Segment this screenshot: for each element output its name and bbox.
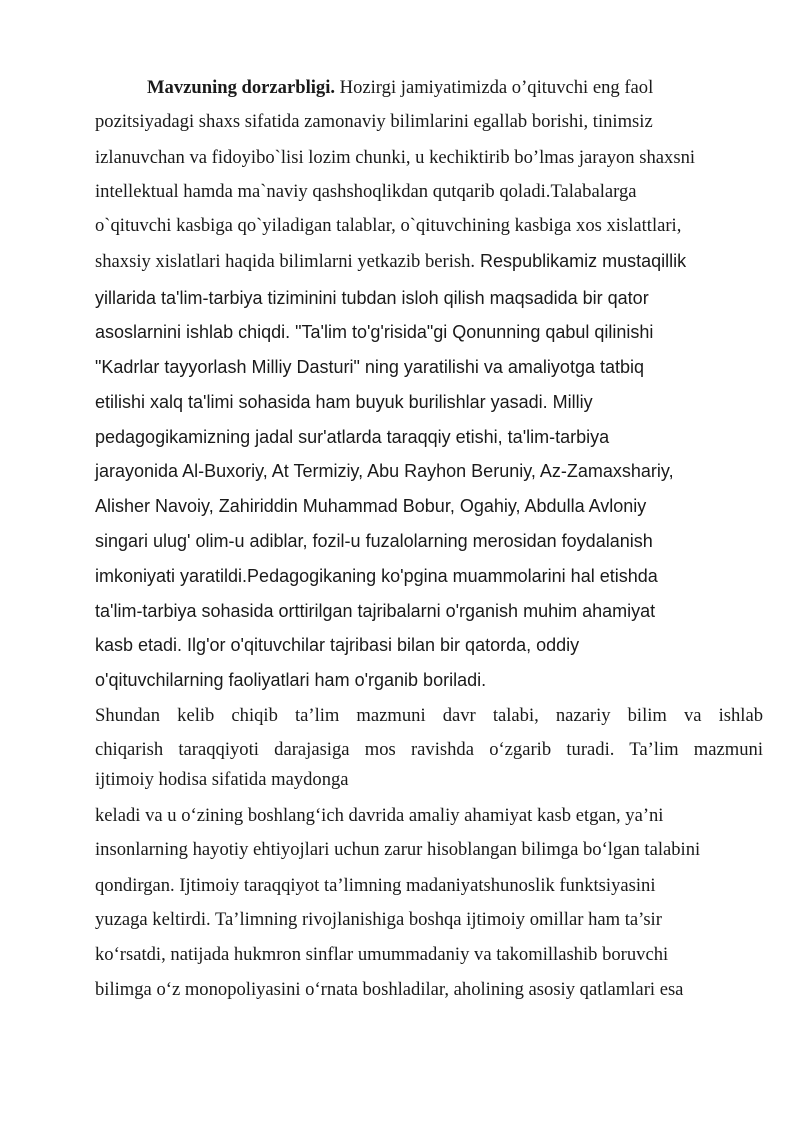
paragraph-line: ijtimoiy hodisa sifatida maydonga — [95, 769, 349, 790]
text-run: Hozirgi jamiyatimizda o’qituvchi eng faol — [335, 77, 654, 98]
paragraph-line: jarayonida Al-Buxoriy, At Termiziy, Abu Rayhon Beruniy, Az-Zamaxshariy, — [95, 461, 674, 481]
paragraph-line: pedagogikamizning jadal sur'atlarda taraqqiy etishi, ta'lim-tarbiya — [95, 427, 610, 447]
paragraph-line: etilishi xalq ta'limi sohasida ham buyuk burilishlar yasadi. Milliy — [95, 392, 593, 412]
paragraph-line: ta'lim-tarbiya sohasida orttirilgan tajribalarni o'rganish muhim ahamiyat — [95, 601, 656, 621]
paragraph-line: insonlarning hayotiy ehtiyojlari uchun zarur hisoblangan bilimga bo‘lgan talabini — [95, 839, 701, 860]
paragraph-line: o'qituvchilarning faoliyatlari ham o'rganib boriladi. — [95, 670, 487, 690]
text-run: shaxsiy xislatlari haqida bilimlarni yetkazib berish. — [95, 251, 476, 272]
paragraph-line: kasb etadi. Ilg'or o'qituvchilar tajribasi bilan bir qatorda, oddiy — [95, 635, 580, 655]
paragraph-line: keladi va u o‘zining boshlang‘ich davrida amaliy ahamiyat kasb etgan, ya’ni — [95, 805, 664, 826]
paragraph-line: intellektual hamda ma`naviy qashshoqlikdan qutqarib qoladi.Talabalarga — [95, 181, 637, 202]
paragraph-line: singari ulug' olim-u adiblar, fozil-u fuzalolarning merosidan foydalanish — [95, 531, 653, 551]
paragraph-line: izlanuvchan va fidoyibo`lisi lozim chunki, u kechiktirib bo’lmas jarayon shaxsni — [95, 147, 696, 168]
paragraph-line — [147, 76, 653, 100]
paragraph-line: o`qituvchi kasbiga qo`yiladigan talablar, o`qituvchining kasbiga xos xislattlari, — [95, 215, 682, 236]
paragraph-line: Shundan kelib chiqib ta’lim mazmuni davr talabi, nazariy bilim va ishlab — [95, 705, 763, 726]
paragraph-line: qondirgan. Ijtimoiy taraqqiyot ta’limning madaniyatshunoslik funktsiyasini — [95, 875, 656, 896]
paragraph-line: bilimga o‘z monopoliyasini o‘rnata boshladilar, aholining asosiy qatlamlari esa — [95, 979, 684, 1000]
paragraph-line: ko‘rsatdi, natijada hukmron sinflar umummadaniy va takomillashib boruvchi — [95, 944, 669, 965]
paragraph-line — [95, 249, 686, 275]
paragraph-line: chiqarish taraqqiyoti darajasiga mos ravishda o‘zgarib turadi. Ta’lim mazmuni — [95, 739, 763, 760]
paragraph-line: pozitsiyadagi shaxs sifatida zamonaviy bilimlarini egallab borishi, tinimsiz — [95, 111, 653, 132]
section-heading: Mavzuning dorzarbligi. — [147, 77, 336, 98]
paragraph-line: imkoniyati yaratildi.Pedagogikaning ko'pgina muammolarini hal etishda — [95, 566, 658, 586]
paragraph-line: yillarida ta'lim-tarbiya tiziminini tubdan isloh qilish maqsadida bir qator — [95, 288, 649, 308]
paragraph-line: yuzaga keltirdi. Ta’limning rivojlanishiga boshqa ijtimoiy omillar ham ta’sir — [95, 909, 662, 930]
text-run: Respublikamiz mustaqillik — [475, 251, 687, 271]
paragraph-line: asoslarnini ishlab chiqdi. "Ta'lim to'g'risida"gi Qonunning qabul qilinishi — [95, 322, 654, 342]
paragraph-line: Alisher Navoiy, Zahiriddin Muhammad Bobur, Ogahiy, Abdulla Avloniy — [95, 496, 647, 516]
paragraph-line: "Kadrlar tayyorlash Milliy Dasturi" ning yaratilishi va amaliyotga tatbiq — [95, 357, 644, 377]
